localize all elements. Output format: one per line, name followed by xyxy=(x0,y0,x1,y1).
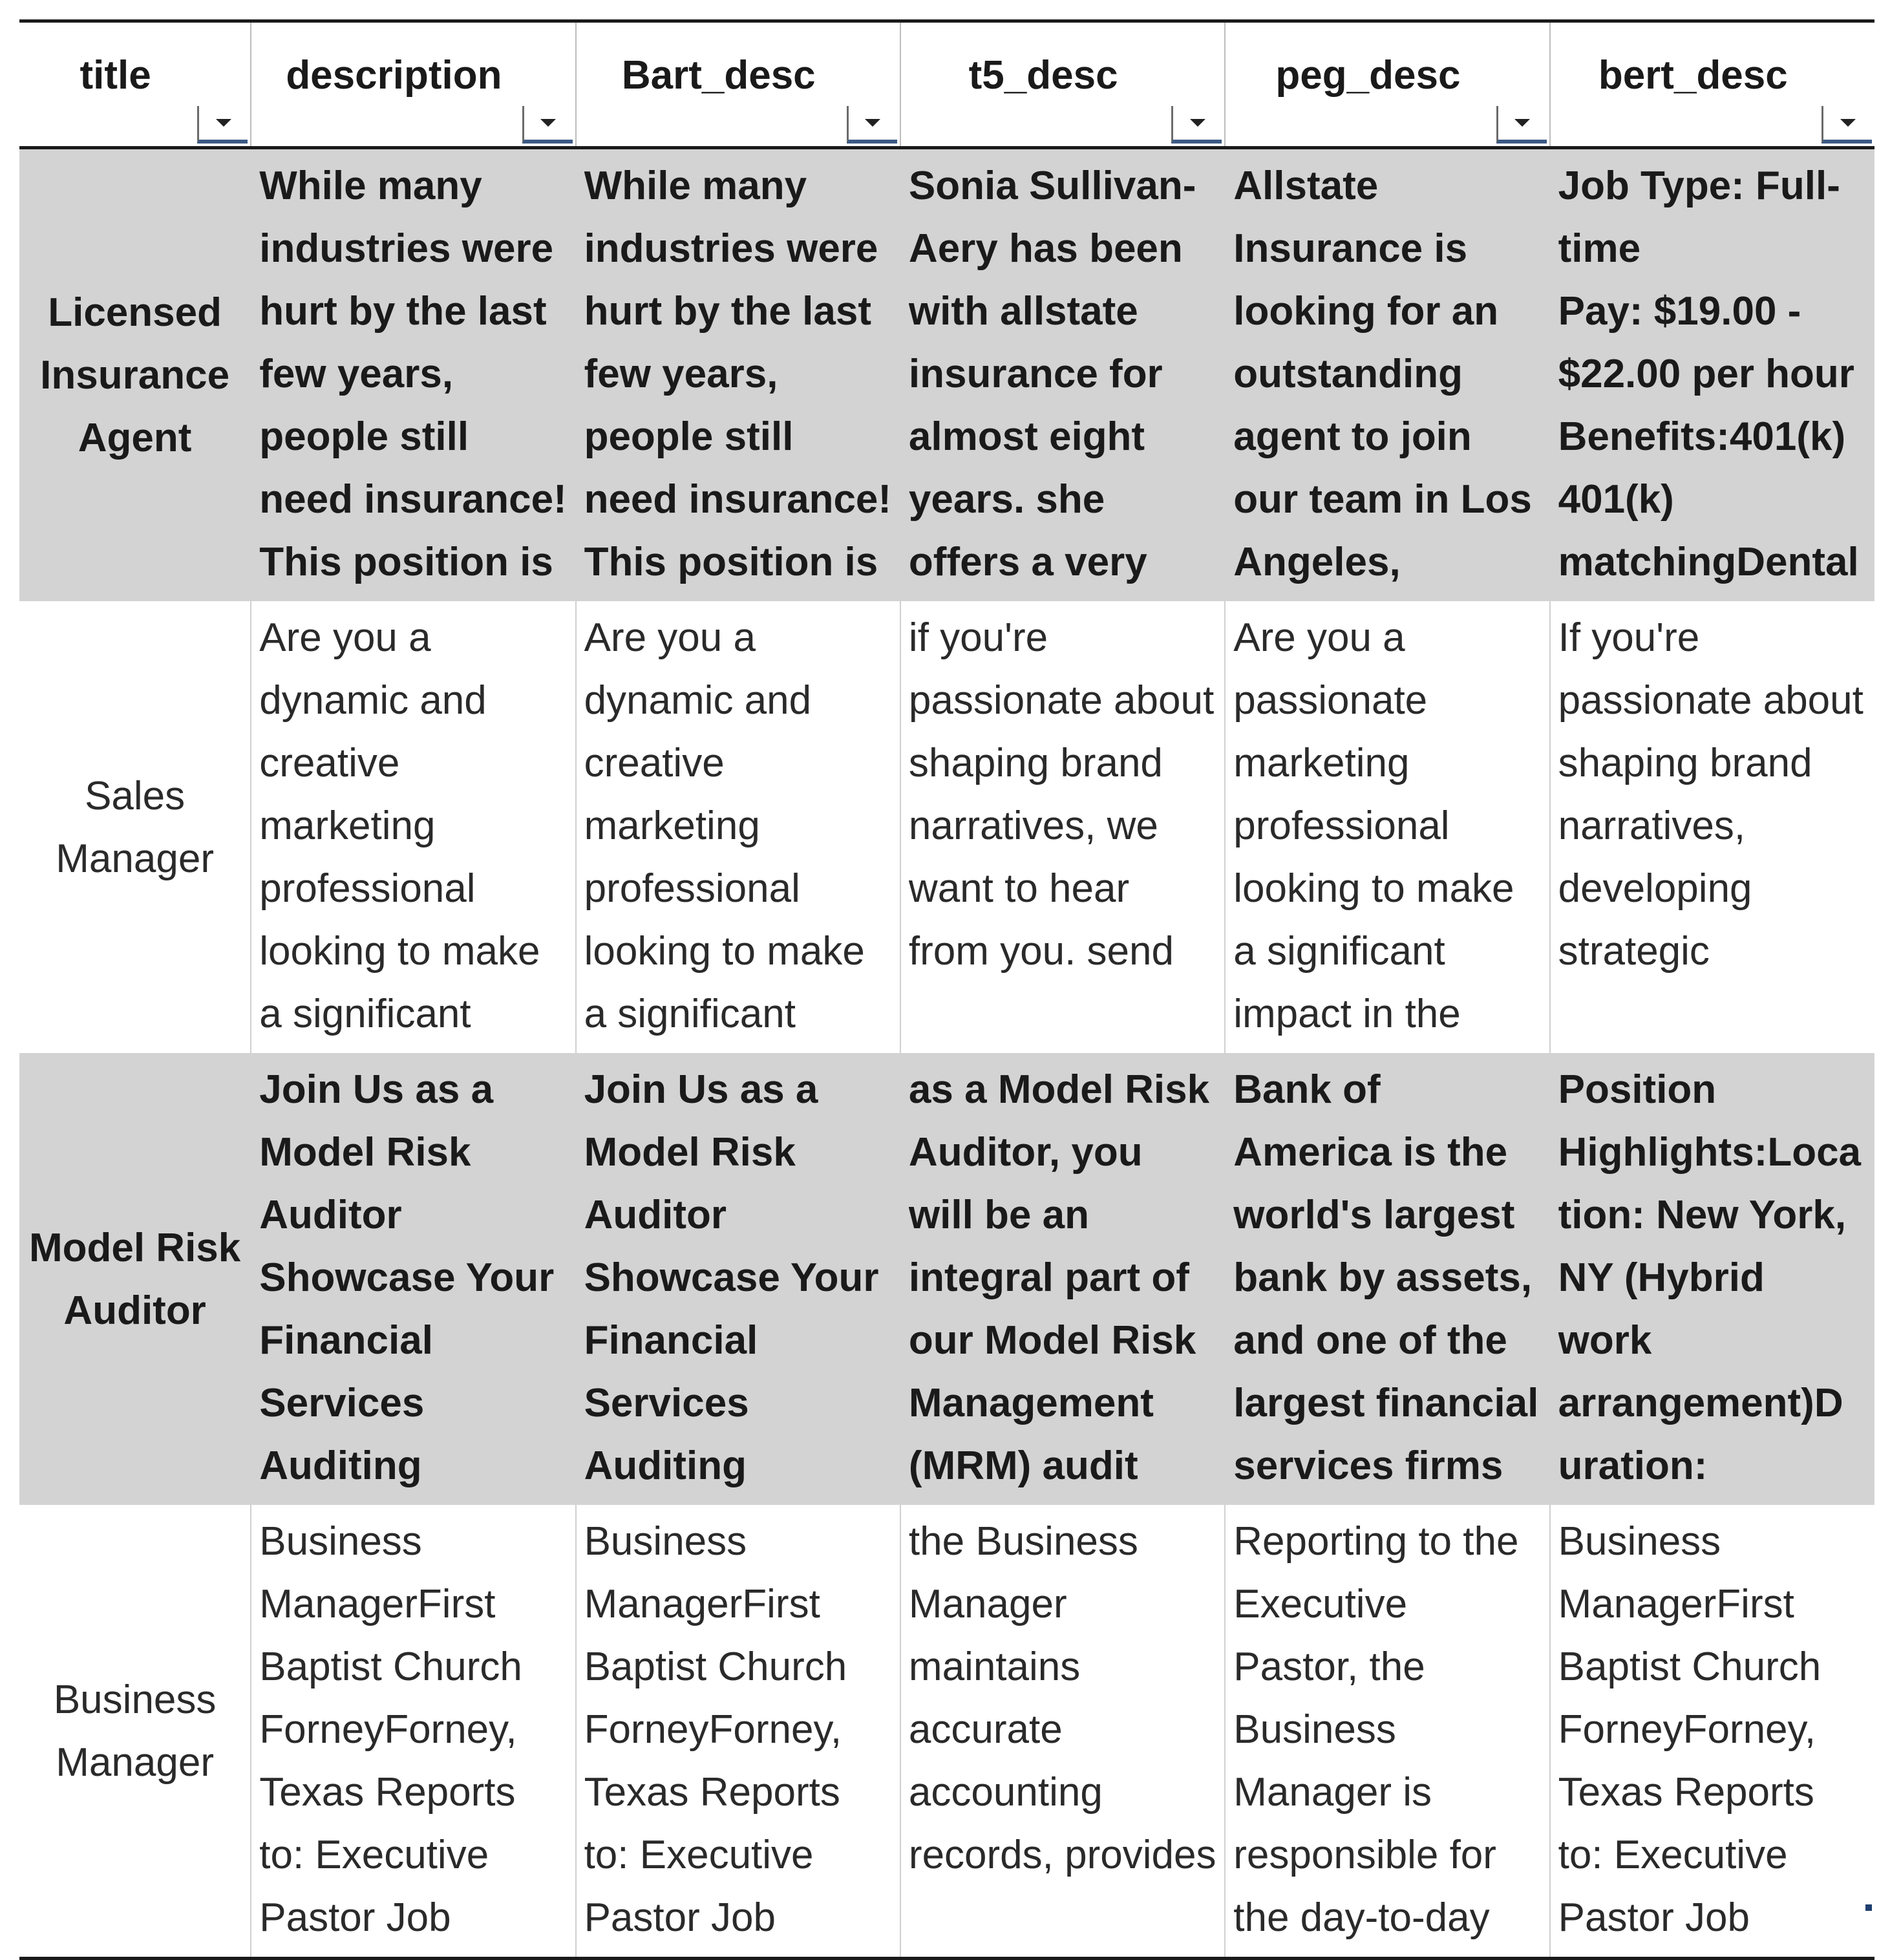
column-header-label: bert_desc xyxy=(1598,53,1788,98)
cell-text: the Business Manager maintains accurate accounting records, provides xyxy=(908,1519,1216,1877)
header-row xyxy=(19,21,1874,148)
chevron-down-icon xyxy=(863,117,882,129)
cell-title[interactable] xyxy=(19,148,251,602)
cell-text: Sonia Sullivan-Aery has been with allstate insurance for almost eight years. she offers a very xyxy=(908,164,1196,584)
cell-text: Job Type: Full-time Pay: $19.00 - $22.00 per hour Benefits:401(k) 401(k) matchingDental xyxy=(1558,164,1859,584)
cell-text: Are you a passionate marketing professional looking to make a significant impact in the xyxy=(1233,615,1514,1036)
column-header-peg-desc[interactable] xyxy=(1225,21,1549,148)
cell-text: Are you a dynamic and creative marketing professional looking to make a significant xyxy=(259,615,540,1036)
cell-text: Sales Manager xyxy=(56,773,214,881)
cell-text: Are you a dynamic and creative marketing professional looking to make a significant xyxy=(584,615,865,1036)
cell-text: Bank of America is the world's largest bank by assets, and one of the largest financial services firms xyxy=(1233,1067,1539,1488)
cell-text: Model Risk Auditor xyxy=(28,1225,241,1333)
cell-peg-desc[interactable] xyxy=(1225,148,1549,602)
cell-peg-desc[interactable] xyxy=(1225,601,1549,1053)
column-header-label: title xyxy=(80,53,151,98)
cell-bart-desc[interactable] xyxy=(576,601,900,1053)
cell-t5-desc[interactable] xyxy=(900,148,1225,602)
chevron-down-icon xyxy=(538,117,558,129)
column-header-bart-desc[interactable] xyxy=(576,21,900,148)
cell-peg-desc[interactable] xyxy=(1225,1053,1549,1505)
cell-description[interactable] xyxy=(251,1053,575,1505)
column-header-label: peg_desc xyxy=(1275,53,1461,98)
cell-title[interactable] xyxy=(19,601,251,1053)
cell-t5-desc[interactable] xyxy=(900,1053,1225,1505)
cell-title[interactable] xyxy=(19,1053,251,1505)
column-header-label: description xyxy=(286,53,502,98)
cell-text: Business ManagerFirst Baptist Church ForneyForney, Texas Reports to: Executive Pastor Job xyxy=(259,1519,522,1940)
table-row xyxy=(19,601,1874,1053)
chevron-down-icon xyxy=(1188,117,1207,129)
cell-bert-desc[interactable] xyxy=(1550,1053,1874,1505)
column-header-label: t5_desc xyxy=(968,53,1118,98)
cell-title[interactable] xyxy=(19,1505,251,1959)
cell-bart-desc[interactable] xyxy=(576,148,900,602)
table-resize-handle[interactable] xyxy=(1865,1904,1872,1911)
column-header-bert-desc[interactable] xyxy=(1550,21,1874,148)
cell-description[interactable] xyxy=(251,148,575,602)
cell-text: Business ManagerFirst Baptist Church ForneyForney, Texas Reports to: Executive Pastor Job xyxy=(1558,1519,1821,1940)
column-header-label: Bart_desc xyxy=(621,53,816,98)
filter-dropdown-button[interactable] xyxy=(522,106,573,144)
cell-text: Join Us as a Model Risk Auditor Showcase Your Financial Services Auditing xyxy=(584,1067,879,1488)
table-row xyxy=(19,148,1874,602)
cell-description[interactable] xyxy=(251,1505,575,1959)
cell-description[interactable] xyxy=(251,601,575,1053)
cell-peg-desc[interactable] xyxy=(1225,1505,1549,1959)
table-row xyxy=(19,1053,1874,1505)
cell-t5-desc[interactable] xyxy=(900,1505,1225,1959)
filter-dropdown-button[interactable] xyxy=(1821,106,1872,144)
cell-text: Join Us as a Model Risk Auditor Showcase Your Financial Services Auditing xyxy=(259,1067,555,1488)
cell-text: Licensed Insurance Agent xyxy=(40,290,230,460)
cell-bart-desc[interactable] xyxy=(576,1053,900,1505)
cell-bert-desc[interactable] xyxy=(1550,148,1874,602)
cell-text: as a Model Risk Auditor, you will be an integral part of our Model Risk Management (MRM) audit xyxy=(908,1067,1210,1488)
chevron-down-icon xyxy=(214,117,233,129)
cell-text: Business ManagerFirst Baptist Church ForneyForney, Texas Reports to: Executive Pastor Job xyxy=(584,1519,847,1940)
cell-text: Reporting to the Executive Pastor, the Business Manager is responsible for the day-to-day xyxy=(1233,1519,1519,1940)
cell-text: Position Highlights:Loca tion: New York, NY (Hybrid work arrangement)D uration: xyxy=(1558,1067,1862,1488)
cell-t5-desc[interactable] xyxy=(900,601,1225,1053)
cell-text: While many industries were hurt by the last few years, people still need insurance! This position is xyxy=(259,164,567,584)
cell-text: If you're passionate about shaping brand narratives, developing strategic xyxy=(1558,615,1863,974)
cell-bert-desc[interactable] xyxy=(1550,1505,1874,1959)
filter-dropdown-button[interactable] xyxy=(1171,106,1222,144)
filter-dropdown-button[interactable] xyxy=(197,106,248,144)
cell-text: Business Manager xyxy=(53,1677,217,1785)
column-header-title[interactable] xyxy=(19,21,251,148)
cell-text: if you're passionate about shaping brand narratives, we want to hear from you. send xyxy=(908,615,1215,974)
cell-text: Allstate Insurance is looking for an outstanding agent to join our team in Los Angeles, xyxy=(1233,164,1532,584)
column-header-t5-desc[interactable] xyxy=(900,21,1225,148)
chevron-down-icon xyxy=(1513,117,1532,129)
filter-dropdown-button[interactable] xyxy=(847,106,897,144)
cell-bart-desc[interactable] xyxy=(576,1505,900,1959)
table-row xyxy=(19,1505,1874,1959)
cell-bert-desc[interactable] xyxy=(1550,601,1874,1053)
spreadsheet-table xyxy=(19,19,1874,1960)
column-header-description[interactable] xyxy=(251,21,575,148)
chevron-down-icon xyxy=(1838,117,1858,129)
filter-dropdown-button[interactable] xyxy=(1496,106,1547,144)
cell-text: While many industries were hurt by the last few years, people still need insurance! This position is xyxy=(584,164,892,584)
